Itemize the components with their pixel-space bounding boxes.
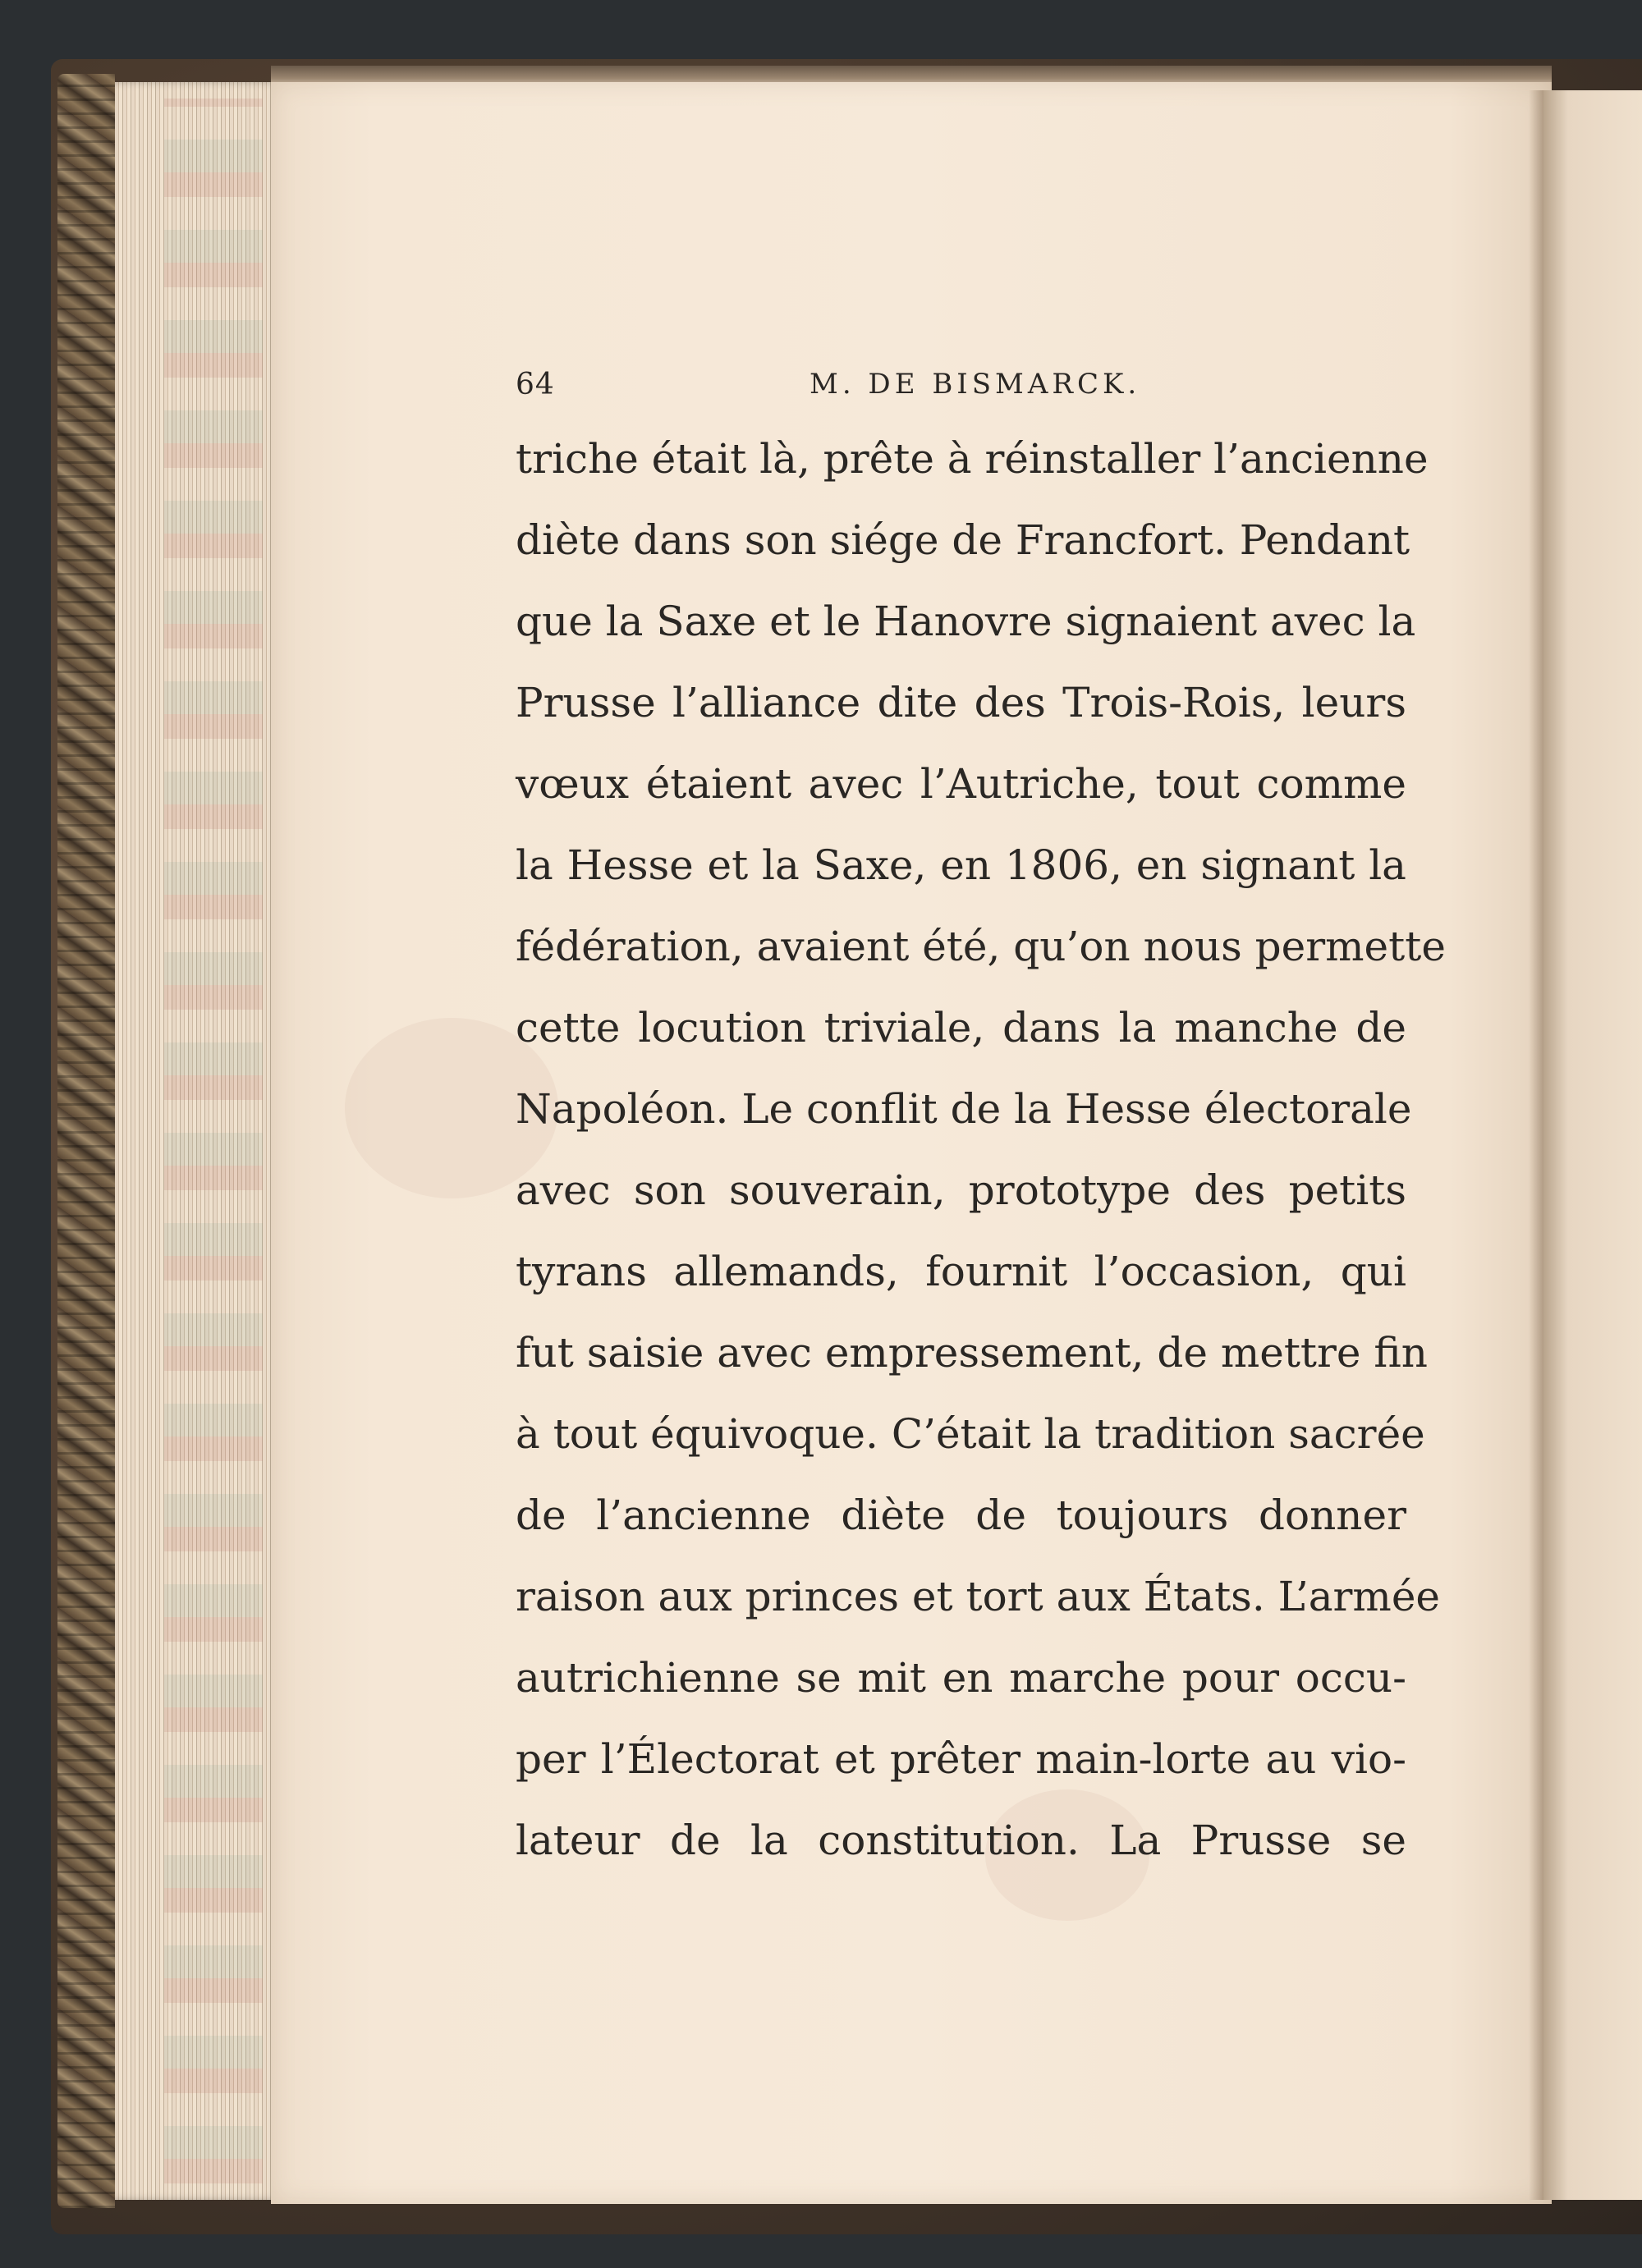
facing-page [1543, 90, 1642, 2200]
text-line: diète dans son siége de Francfort. Pendant [516, 516, 1410, 564]
body-text [516, 419, 1446, 1881]
page-edges-tint [164, 99, 263, 2183]
text-line: triche était là, prête à réinstaller l’ancienne [516, 435, 1429, 483]
text-line: vœux étaient avec l’Autriche, tout comme [516, 760, 1406, 808]
running-title: M. DE BISMARCK. [810, 368, 1141, 401]
text-line: raison aux princes et tort aux États. L’armée [516, 1573, 1441, 1620]
text-line: avec son souverain, prototype des petits [516, 1166, 1406, 1214]
text-line: cette locution triviale, dans la manche de [516, 1004, 1406, 1052]
marbled-spine-edge [57, 74, 115, 2208]
text-line: lateur de la constitution. La Prusse se [516, 1817, 1406, 1864]
text-line: à tout équivoque. C’était la tradition sacrée [516, 1410, 1425, 1458]
text-line: autrichienne se mit en marche pour occu- [516, 1654, 1406, 1702]
text-line: tyrans allemands, fournit l’occasion, qui [516, 1248, 1406, 1295]
text-line: de l’ancienne diète de toujours donner [516, 1491, 1406, 1539]
text-line: la Hesse et la Saxe, en 1806, en signant la [516, 841, 1406, 889]
text-line: Prusse l’alliance dite des Trois-Rois, leurs [516, 679, 1406, 726]
page-number: 64 [516, 368, 555, 401]
text-line: Napoléon. Le conflit de la Hesse électorale [516, 1085, 1412, 1133]
page-header [516, 368, 1402, 409]
text-line: que la Saxe et le Hanovre signaient avec la [516, 598, 1416, 645]
text-line: fut saisie avec empressement, de mettre fin [516, 1329, 1428, 1377]
text-line: fédération, avaient été, qu’on nous permette [516, 923, 1446, 970]
text-line: per l’Électorat et prêter main-lorte au vio- [516, 1735, 1406, 1783]
